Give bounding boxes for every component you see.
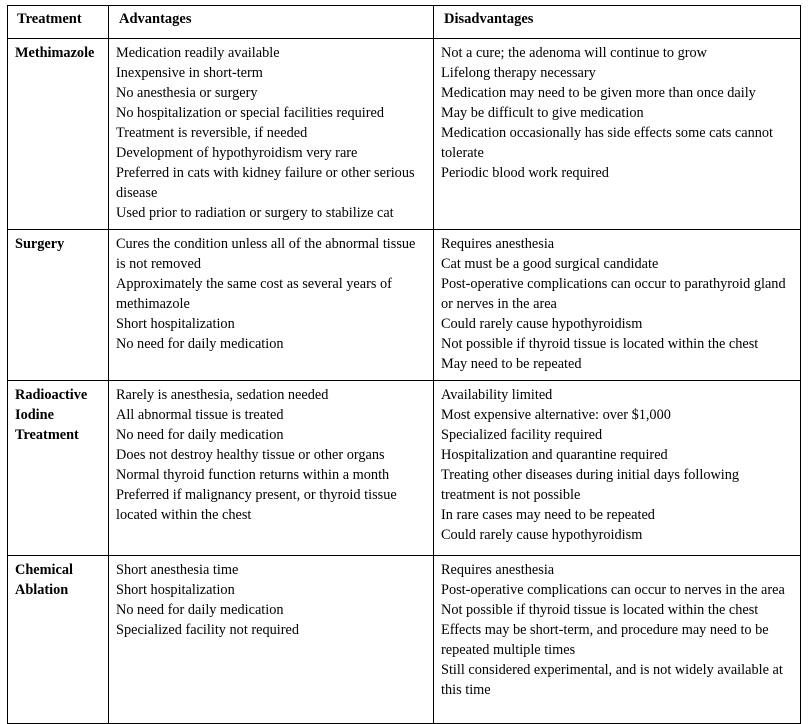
disadvantage-item: Hospitalization and quarantine required xyxy=(441,447,668,463)
table-row xyxy=(8,230,801,381)
advantage-item: Preferred if malignancy present, or thyroid tissue located within the chest xyxy=(116,487,401,523)
disadvantage-item: Availability limited xyxy=(441,387,553,403)
disadvantage-item: Specialized facility required xyxy=(441,427,603,443)
advantage-item: Short hospitalization xyxy=(116,316,235,332)
advantage-item: Normal thyroid function returns within a month xyxy=(116,467,390,483)
disadvantage-item: Not possible if thyroid tissue is located within the chest xyxy=(441,336,759,352)
disadvantage-item: Medication occasionally has side effects some cats cannot tolerate xyxy=(441,125,777,161)
table-body xyxy=(8,39,801,724)
disadvantage-item: Could rarely cause hypothyroidism xyxy=(441,527,643,543)
cell-treatment-name xyxy=(8,556,109,724)
disadvantage-item: May be difficult to give medication xyxy=(441,105,644,121)
cell-disadvantages xyxy=(434,556,801,724)
column-header-disadvantages: Disadvantages xyxy=(434,6,801,39)
cell-advantages xyxy=(109,556,434,724)
disadvantage-item: Not possible if thyroid tissue is located within the chest xyxy=(441,602,759,618)
table-row xyxy=(8,381,801,556)
disadvantage-item: Effects may be short-term, and procedure may need to be repeated multiple times xyxy=(441,622,773,658)
disadvantage-item: Still considered experimental, and is not widely available at this time xyxy=(441,662,787,698)
disadvantage-item: In rare cases may need to be repeated xyxy=(441,507,655,523)
column-header-advantages: Advantages xyxy=(109,6,434,39)
treatment-label: Methimazole xyxy=(15,45,95,61)
advantage-item: Short hospitalization xyxy=(116,582,235,598)
cell-disadvantages xyxy=(434,381,801,556)
cell-treatment-name xyxy=(8,230,109,381)
table-row xyxy=(8,556,801,724)
disadvantage-item: Medication may need to be given more than once daily xyxy=(441,85,756,101)
advantage-item: Does not destroy healthy tissue or other organs xyxy=(116,447,385,463)
disadvantage-item: Not a cure; the adenoma will continue to grow xyxy=(441,45,708,61)
disadvantage-item: May need to be repeated xyxy=(441,356,582,372)
advantage-item: Development of hypothyroidism very rare xyxy=(116,145,358,161)
advantage-item: Inexpensive in short-term xyxy=(116,65,263,81)
cell-disadvantages xyxy=(434,39,801,230)
cell-advantages xyxy=(109,39,434,230)
advantage-item: Rarely is anesthesia, sedation needed xyxy=(116,387,329,403)
cell-disadvantages xyxy=(434,230,801,381)
disadvantage-item: Treating other diseases during initial days following treatment is not possible xyxy=(441,467,743,503)
table-header-row xyxy=(8,6,801,39)
disadvantage-item: Periodic blood work required xyxy=(441,165,609,181)
cell-advantages xyxy=(109,230,434,381)
advantage-item: No need for daily medication xyxy=(116,602,284,618)
advantage-item: No need for daily medication xyxy=(116,336,284,352)
advantage-item: No need for daily medication xyxy=(116,427,284,443)
column-header-treatment: Treatment xyxy=(8,6,109,39)
treatment-label: Chemical Ablation xyxy=(15,562,76,598)
treatment-comparison-table xyxy=(7,5,801,724)
advantage-item: Short anesthesia time xyxy=(116,562,239,578)
cell-treatment-name xyxy=(8,381,109,556)
disadvantage-item: Post-operative complications can occur to nerves in the area xyxy=(441,582,785,598)
cell-advantages xyxy=(109,381,434,556)
advantage-item: Approximately the same cost as several years of methimazole xyxy=(116,276,396,312)
treatment-label: Radioactive Iodine Treatment xyxy=(15,387,91,443)
advantage-item: Cures the condition unless all of the abnormal tissue is not removed xyxy=(116,236,419,272)
advantage-item: Used prior to radiation or surgery to stabilize cat xyxy=(116,205,394,221)
treatment-label: Surgery xyxy=(15,236,65,252)
table-header xyxy=(8,6,801,39)
cell-treatment-name xyxy=(8,39,109,230)
advantage-item: Treatment is reversible, if needed xyxy=(116,125,308,141)
disadvantage-item: Lifelong therapy necessary xyxy=(441,65,596,81)
disadvantage-item: Could rarely cause hypothyroidism xyxy=(441,316,643,332)
disadvantage-item: Requires anesthesia xyxy=(441,562,555,578)
disadvantage-item: Post-operative complications can occur to parathyroid gland or nerves in the area xyxy=(441,276,790,312)
advantage-item: All abnormal tissue is treated xyxy=(116,407,284,423)
table-row xyxy=(8,39,801,230)
advantage-item: No anesthesia or surgery xyxy=(116,85,258,101)
disadvantage-item: Most expensive alternative: over $1,000 xyxy=(441,407,671,423)
disadvantage-item: Cat must be a good surgical candidate xyxy=(441,256,659,272)
advantage-item: Specialized facility not required xyxy=(116,622,300,638)
advantage-item: No hospitalization or special facilities required xyxy=(116,105,384,121)
advantage-item: Medication readily available xyxy=(116,45,280,61)
advantage-item: Preferred in cats with kidney failure or other serious disease xyxy=(116,165,419,201)
disadvantage-item: Requires anesthesia xyxy=(441,236,555,252)
